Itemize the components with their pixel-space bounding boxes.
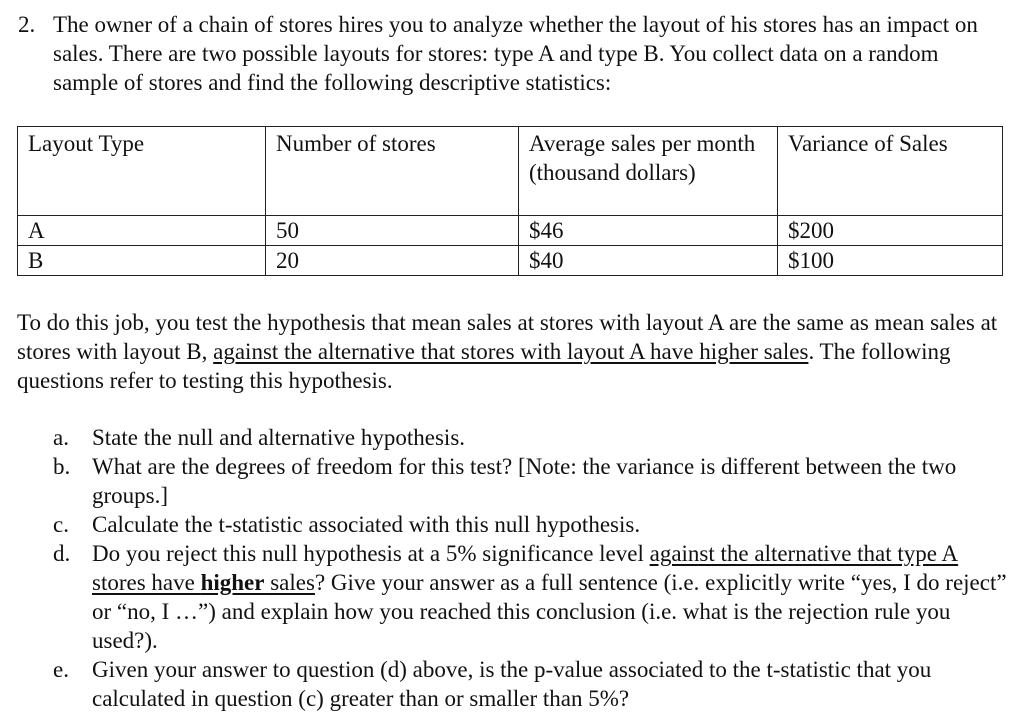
question-text: Given your answer to question (d) above, is the p-value associated to the t-statistic that you calculated in question (c) greater than or smaller than 5%? <box>92 657 932 711</box>
table-row <box>18 246 1003 276</box>
statistics-table <box>17 126 1003 276</box>
header-number-of-stores: Number of stores <box>266 127 519 216</box>
table-header-row <box>18 127 1003 216</box>
cell-layout: B <box>18 246 266 276</box>
list-item-b <box>17 452 1007 510</box>
hypothesis-paragraph <box>17 308 1007 395</box>
cell-average-sales: $40 <box>519 246 778 276</box>
cell-stores: 50 <box>266 216 519 246</box>
cell-layout: A <box>18 216 266 246</box>
bold-emphasis: higher <box>200 570 265 595</box>
intro-text: The owner of a chain of stores hires you to analyze whether the layout of his stores has an impact on sales. There are two possible layouts for stores: type A and type B. You collect data on a random sample of stores and find the following descriptive statistics: <box>53 12 978 95</box>
paragraph-text-start: To do this job, you test the hypothesis that mean sales at stores with layout A are the same as mean sales at stores with layout B, <box>17 310 998 364</box>
cell-variance: $100 <box>778 246 1003 276</box>
cell-stores: 20 <box>266 246 519 276</box>
cell-variance: $200 <box>778 216 1003 246</box>
question-label: d. <box>53 541 71 566</box>
question-intro <box>18 10 1008 97</box>
list-item-a <box>17 423 1007 452</box>
table-row <box>18 216 1003 246</box>
header-variance-of-sales: Variance of Sales <box>778 127 1003 216</box>
question-list <box>17 423 1007 713</box>
cell-average-sales: $46 <box>519 216 778 246</box>
question-text: What are the degrees of freedom for this test? [Note: the variance is different between the two groups.] <box>92 454 957 508</box>
list-item-c <box>17 510 1007 539</box>
paragraph-underlined-text: against the alternative that stores with layout A have higher sales <box>213 339 809 364</box>
question-label: e. <box>53 657 69 682</box>
header-layout-type: Layout Type <box>18 127 266 216</box>
header-average-sales: Average sales per month (thousand dollars) <box>519 127 778 216</box>
question-text: Calculate the t-statistic associated with this null hypothesis. <box>92 512 641 537</box>
question-label: a. <box>53 425 69 450</box>
list-item-d <box>17 539 1007 655</box>
underlined-segment: sales <box>264 570 315 595</box>
paragraph-text-end: . The following questions refer to testing this hypothesis. <box>17 339 951 393</box>
question-text-end: ? Give your answer as a full sentence (i.e. explicitly write “yes, I do reject” or “no, I …”) and explain how you reached this conclusion (i.e. what is the rejection rule you used?). <box>92 570 1007 653</box>
question-label: b. <box>53 454 71 479</box>
question-text: State the null and alternative hypothesis. <box>92 425 466 450</box>
question-number: 2. <box>18 12 36 37</box>
question-label: c. <box>53 512 69 537</box>
underlined-segment: against the alternative that type A stores have <box>92 541 959 595</box>
question-text: Do you reject this null hypothesis at a 5% significance level <box>92 541 650 566</box>
list-item-e <box>17 655 1007 713</box>
